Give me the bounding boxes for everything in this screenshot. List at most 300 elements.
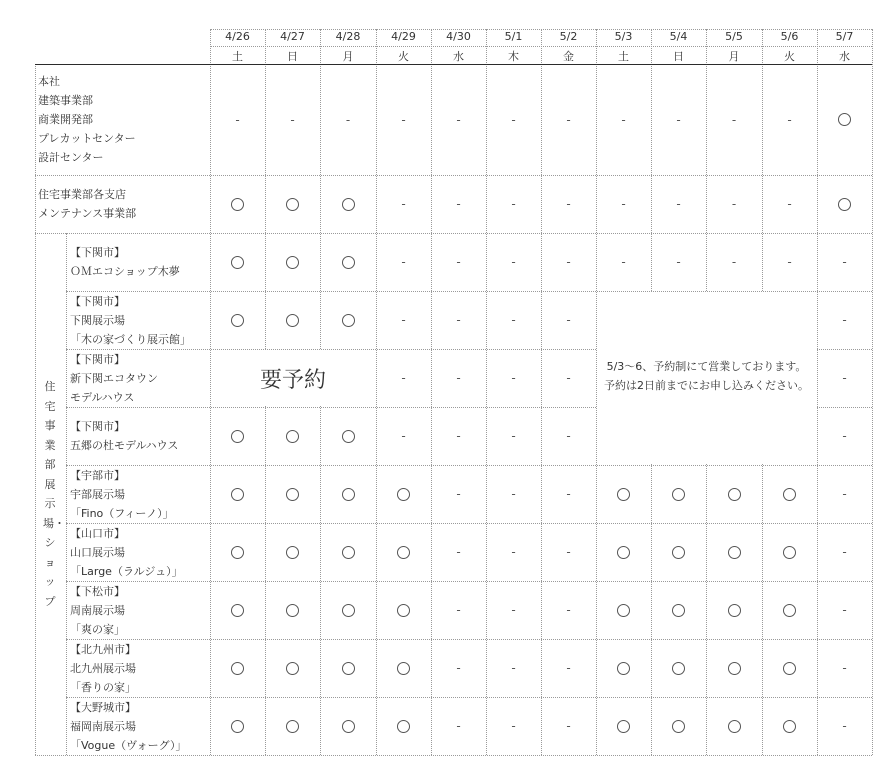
open-mark <box>706 697 762 755</box>
closed-mark <box>817 639 872 697</box>
circle-icon <box>783 720 796 733</box>
circle-icon <box>838 198 851 211</box>
open-mark <box>265 581 320 639</box>
row-label <box>70 697 187 755</box>
weekday-header: 木 <box>508 50 519 63</box>
circle-icon <box>617 604 630 617</box>
closed-mark <box>541 233 596 291</box>
row-label-line: 山口展示場 <box>70 545 125 559</box>
row-label-line: 【下関市】 <box>70 420 125 433</box>
circle-icon <box>672 546 685 559</box>
closed-mark <box>541 639 596 697</box>
open-mark <box>210 465 265 523</box>
weekday-header: 金 <box>563 50 574 63</box>
row-label-line: 新下関エコタウン <box>70 371 158 385</box>
circle-icon <box>342 314 355 327</box>
dash-text: - <box>787 112 792 127</box>
row-label-line: 「Vogue（ヴォーグ）」 <box>70 738 187 752</box>
column-line <box>872 29 873 755</box>
closed-mark <box>817 523 872 581</box>
date-header: 5/4 <box>669 30 688 43</box>
dash-text: - <box>842 255 847 269</box>
dash-text: - <box>456 545 461 559</box>
circle-icon <box>231 256 244 269</box>
closed-mark <box>210 64 265 175</box>
dash-text: - <box>401 429 406 443</box>
dash-text: - <box>621 255 626 269</box>
circle-icon <box>342 546 355 559</box>
date-divider-line <box>210 46 872 47</box>
closed-mark <box>541 64 596 175</box>
open-mark <box>265 175 320 233</box>
weekday-header: 土 <box>618 50 629 63</box>
weekday-header: 火 <box>398 50 409 63</box>
row-label-line: 住宅事業部各支店 <box>38 188 126 201</box>
open-mark <box>596 465 651 523</box>
open-mark <box>706 465 762 523</box>
dash-text: - <box>842 313 847 327</box>
open-mark <box>320 697 376 755</box>
row-label-line: 「Fino（フィーノ）」 <box>70 506 174 520</box>
row-label-line: 「木の家づくり展示館」 <box>70 332 191 346</box>
open-mark <box>762 581 817 639</box>
circle-icon <box>231 662 244 675</box>
reservation-note-line: 5/3～6、予約制にて営業しております。 <box>606 360 807 373</box>
closed-mark <box>486 581 541 639</box>
circle-icon <box>783 546 796 559</box>
dash-text: - <box>566 545 571 559</box>
closed-mark <box>486 233 541 291</box>
open-mark <box>762 523 817 581</box>
dash-text: - <box>731 197 737 211</box>
open-mark <box>210 697 265 755</box>
dash-text: - <box>621 197 626 211</box>
row-label-line: 【下関市】 <box>70 246 125 259</box>
open-mark <box>762 465 817 523</box>
row-label-line: 【下関市】 <box>70 352 125 366</box>
row-label-line: 【北九州市】 <box>70 642 136 656</box>
dash-text: - <box>731 112 737 127</box>
open-mark <box>762 639 817 697</box>
closed-mark <box>541 407 596 465</box>
open-mark <box>320 581 376 639</box>
open-mark <box>320 639 376 697</box>
weekday-header: 日 <box>673 50 684 63</box>
dash-text: - <box>842 603 847 617</box>
row-label-line: メンテナンス事業部 <box>38 207 137 220</box>
closed-mark <box>762 175 817 233</box>
dash-text: - <box>566 112 571 127</box>
dash-text: - <box>456 661 461 675</box>
open-mark <box>596 639 651 697</box>
open-mark <box>596 581 651 639</box>
date-header: 4/28 <box>335 30 361 43</box>
circle-icon <box>783 604 796 617</box>
circle-icon <box>838 113 851 126</box>
closed-mark <box>431 349 486 407</box>
circle-icon <box>397 604 410 617</box>
dash-text: - <box>676 112 681 127</box>
dash-text: - <box>842 371 847 385</box>
circle-icon <box>342 720 355 733</box>
closed-mark <box>486 64 541 175</box>
open-mark <box>210 407 265 465</box>
row-label-line: 本社 <box>38 75 60 88</box>
dash-text: - <box>511 313 516 327</box>
dash-text: - <box>290 112 295 127</box>
closed-mark <box>596 175 651 233</box>
dash-text: - <box>511 661 516 675</box>
circle-icon <box>672 488 685 501</box>
closed-mark <box>376 407 431 465</box>
dash-text: - <box>566 313 571 327</box>
row-label-line: 周南展示場 <box>70 603 125 617</box>
row-label-line: 【大野城市】 <box>70 700 136 714</box>
circle-icon <box>672 604 685 617</box>
circle-icon <box>342 198 355 211</box>
row-label-line: 「香りの家」 <box>70 680 136 694</box>
dash-text: - <box>401 197 406 211</box>
open-mark <box>320 291 376 349</box>
dash-text: - <box>401 313 406 327</box>
circle-icon <box>397 662 410 675</box>
closed-mark <box>817 349 872 407</box>
dash-text: - <box>456 429 461 443</box>
row-label <box>70 349 158 407</box>
closed-mark <box>541 581 596 639</box>
dash-text: - <box>842 661 847 675</box>
row-label-line: プレカットセンター <box>38 132 136 145</box>
row-label <box>38 175 136 233</box>
open-mark <box>817 64 872 175</box>
row-label-line: 商業開発部 <box>38 113 93 126</box>
open-mark <box>376 465 431 523</box>
circle-icon <box>342 430 355 443</box>
closed-mark <box>651 233 706 291</box>
open-mark <box>320 465 376 523</box>
circle-icon <box>286 314 299 327</box>
open-mark <box>596 523 651 581</box>
dash-text: - <box>566 255 571 269</box>
date-header: 4/26 <box>225 30 250 43</box>
closed-mark <box>596 233 651 291</box>
circle-icon <box>397 488 410 501</box>
dash-text: - <box>621 112 626 127</box>
open-mark <box>265 697 320 755</box>
circle-icon <box>231 604 244 617</box>
circle-icon <box>672 662 685 675</box>
dash-text: - <box>456 197 461 211</box>
group-label-vertical <box>43 233 65 755</box>
date-header: 5/2 <box>559 30 578 43</box>
closed-mark <box>431 581 486 639</box>
closed-mark <box>431 233 486 291</box>
closed-mark <box>486 523 541 581</box>
row-label-line: ＯＭエコショップ木夢 <box>70 265 180 278</box>
circle-icon <box>342 662 355 675</box>
circle-icon <box>617 488 630 501</box>
date-header: 4/29 <box>391 30 416 43</box>
open-mark <box>706 639 762 697</box>
open-mark <box>265 523 320 581</box>
circle-icon <box>231 314 244 327</box>
open-mark <box>210 523 265 581</box>
dash-text: - <box>511 603 516 617</box>
open-mark <box>376 581 431 639</box>
closed-mark <box>817 233 872 291</box>
row-label <box>70 639 136 697</box>
open-mark <box>320 233 376 291</box>
date-header: 5/6 <box>780 30 799 43</box>
circle-icon <box>286 488 299 501</box>
row-label-line: 【宇部市】 <box>70 468 125 482</box>
open-mark <box>320 407 376 465</box>
weekday-header: 月 <box>728 50 740 63</box>
closed-mark <box>376 233 431 291</box>
row-label <box>70 407 178 465</box>
date-header: 4/27 <box>280 30 305 43</box>
closed-mark <box>486 175 541 233</box>
circle-icon <box>342 488 355 501</box>
closed-mark <box>762 233 817 291</box>
date-header: 5/5 <box>725 30 743 43</box>
circle-icon <box>231 488 244 501</box>
open-mark <box>265 639 320 697</box>
circle-icon <box>728 720 741 733</box>
open-mark <box>376 697 431 755</box>
dash-text: - <box>511 112 516 127</box>
dash-text: - <box>566 719 571 733</box>
dash-text: - <box>511 371 516 385</box>
circle-icon <box>728 488 741 501</box>
closed-mark <box>486 465 541 523</box>
open-mark <box>265 233 320 291</box>
dash-text: - <box>566 661 571 675</box>
open-mark <box>651 465 706 523</box>
row-label <box>70 291 191 349</box>
weekday-header: 月 <box>342 50 354 63</box>
closed-mark <box>265 64 320 175</box>
row-label-line: 宇部展示場 <box>70 487 125 501</box>
open-mark <box>376 523 431 581</box>
weekday-header: 土 <box>232 50 243 63</box>
closed-mark <box>486 291 541 349</box>
circle-icon <box>617 720 630 733</box>
dash-text: - <box>566 487 571 501</box>
row-label <box>70 581 125 639</box>
row-label-line: 【山口市】 <box>70 526 125 540</box>
dash-text: - <box>566 429 571 443</box>
dash-text: - <box>456 313 461 327</box>
closed-mark <box>320 64 376 175</box>
open-mark <box>265 407 320 465</box>
open-mark <box>651 697 706 755</box>
row-label-line: 北九州展示場 <box>70 661 136 675</box>
dash-text: - <box>566 197 571 211</box>
dash-text: - <box>842 719 847 733</box>
circle-icon <box>728 604 741 617</box>
date-header: 4/30 <box>446 30 471 43</box>
circle-icon <box>286 662 299 675</box>
dash-text: - <box>401 255 406 269</box>
row-label-line: 「爽の家」 <box>70 622 125 636</box>
open-mark <box>210 291 265 349</box>
open-mark <box>210 175 265 233</box>
open-mark <box>210 233 265 291</box>
date-header: 5/3 <box>614 30 633 43</box>
circle-icon <box>397 720 410 733</box>
open-mark <box>762 697 817 755</box>
weekday-header: 火 <box>784 50 795 63</box>
closed-mark <box>706 233 762 291</box>
dash-text: - <box>731 255 737 269</box>
row-label <box>70 233 180 291</box>
closed-mark <box>706 64 762 175</box>
dash-text: - <box>511 429 516 443</box>
open-mark <box>651 523 706 581</box>
open-mark <box>320 175 376 233</box>
circle-icon <box>783 662 796 675</box>
circle-icon <box>286 720 299 733</box>
open-mark <box>210 581 265 639</box>
row-label-line: 【下関市】 <box>70 294 125 308</box>
reservation-label: 要予約 <box>259 368 326 393</box>
closed-mark <box>431 697 486 755</box>
row-label-line: モデルハウス <box>70 390 135 404</box>
dash-text: - <box>456 112 461 127</box>
closed-mark <box>651 175 706 233</box>
closed-mark <box>651 64 706 175</box>
circle-icon <box>286 198 299 211</box>
closed-mark <box>706 175 762 233</box>
left-border-line <box>35 64 36 755</box>
dash-text: - <box>842 545 847 559</box>
open-mark <box>706 581 762 639</box>
dash-text: - <box>456 719 461 733</box>
open-mark <box>651 639 706 697</box>
dash-text: - <box>511 197 516 211</box>
dash-text: - <box>676 197 681 211</box>
row-label <box>70 523 183 581</box>
row-label-line: 設計センター <box>38 151 104 164</box>
closed-mark <box>817 291 872 349</box>
row-label-line: 下関展示場 <box>70 313 125 327</box>
circle-icon <box>286 430 299 443</box>
open-mark <box>817 175 872 233</box>
dash-text: - <box>456 255 461 269</box>
closed-mark <box>817 581 872 639</box>
dash-text: - <box>842 429 847 443</box>
dash-text: - <box>566 603 571 617</box>
closed-mark <box>817 407 872 465</box>
dash-text: - <box>456 487 461 501</box>
dash-text: - <box>235 112 240 127</box>
group-column-line <box>66 233 67 755</box>
circle-icon <box>397 546 410 559</box>
closed-mark <box>541 175 596 233</box>
closed-mark <box>376 349 431 407</box>
circle-icon <box>342 604 355 617</box>
closed-mark <box>431 175 486 233</box>
closed-mark <box>431 291 486 349</box>
closed-mark <box>486 407 541 465</box>
closed-mark <box>762 64 817 175</box>
closed-mark <box>541 291 596 349</box>
row-label <box>70 465 174 523</box>
open-mark <box>376 639 431 697</box>
circle-icon <box>728 662 741 675</box>
closed-mark <box>541 697 596 755</box>
row-label-line: 五郷の杜モデルハウス <box>70 439 179 452</box>
date-header: 5/1 <box>504 30 523 43</box>
circle-icon <box>231 546 244 559</box>
reservation-note-line: 予約は2日前までにお申し込みください。 <box>604 379 809 392</box>
open-mark <box>265 465 320 523</box>
group-label-text: 住宅事業部展示場・ショップ <box>43 380 65 608</box>
closed-mark <box>376 175 431 233</box>
closed-mark <box>541 465 596 523</box>
circle-icon <box>286 604 299 617</box>
circle-icon <box>286 546 299 559</box>
dash-text: - <box>787 197 792 211</box>
row-label-line: 【下松市】 <box>70 584 125 598</box>
closed-mark <box>817 697 872 755</box>
circle-icon <box>342 256 355 269</box>
open-mark <box>265 291 320 349</box>
closed-mark <box>486 639 541 697</box>
dash-text: - <box>787 255 792 269</box>
date-header: 5/7 <box>835 30 854 43</box>
circle-icon <box>617 662 630 675</box>
circle-icon <box>231 198 244 211</box>
circle-icon <box>286 256 299 269</box>
reservation-note <box>596 357 817 395</box>
row-label <box>38 64 136 175</box>
open-mark <box>596 697 651 755</box>
dash-text: - <box>566 371 571 385</box>
dash-text: - <box>345 112 351 127</box>
dash-text: - <box>511 719 516 733</box>
circle-icon <box>728 546 741 559</box>
closed-mark <box>486 349 541 407</box>
dash-text: - <box>456 371 461 385</box>
closed-mark <box>431 64 486 175</box>
closed-mark <box>486 697 541 755</box>
closed-mark <box>431 523 486 581</box>
closed-mark <box>376 64 431 175</box>
dash-text: - <box>401 371 406 385</box>
open-mark <box>706 523 762 581</box>
dash-text: - <box>401 112 406 127</box>
open-mark <box>210 639 265 697</box>
closed-mark <box>596 64 651 175</box>
dash-text: - <box>456 603 461 617</box>
circle-icon <box>617 546 630 559</box>
closed-mark <box>431 407 486 465</box>
circle-icon <box>672 720 685 733</box>
dash-text: - <box>511 487 516 501</box>
weekday-header: 日 <box>287 50 298 63</box>
closed-mark <box>817 465 872 523</box>
closed-mark <box>541 523 596 581</box>
weekday-header: 水 <box>453 50 464 63</box>
circle-icon <box>783 488 796 501</box>
weekday-header: 水 <box>839 50 850 63</box>
dash-text: - <box>511 545 516 559</box>
dash-text: - <box>676 255 681 269</box>
closed-mark <box>541 349 596 407</box>
closed-mark <box>431 465 486 523</box>
